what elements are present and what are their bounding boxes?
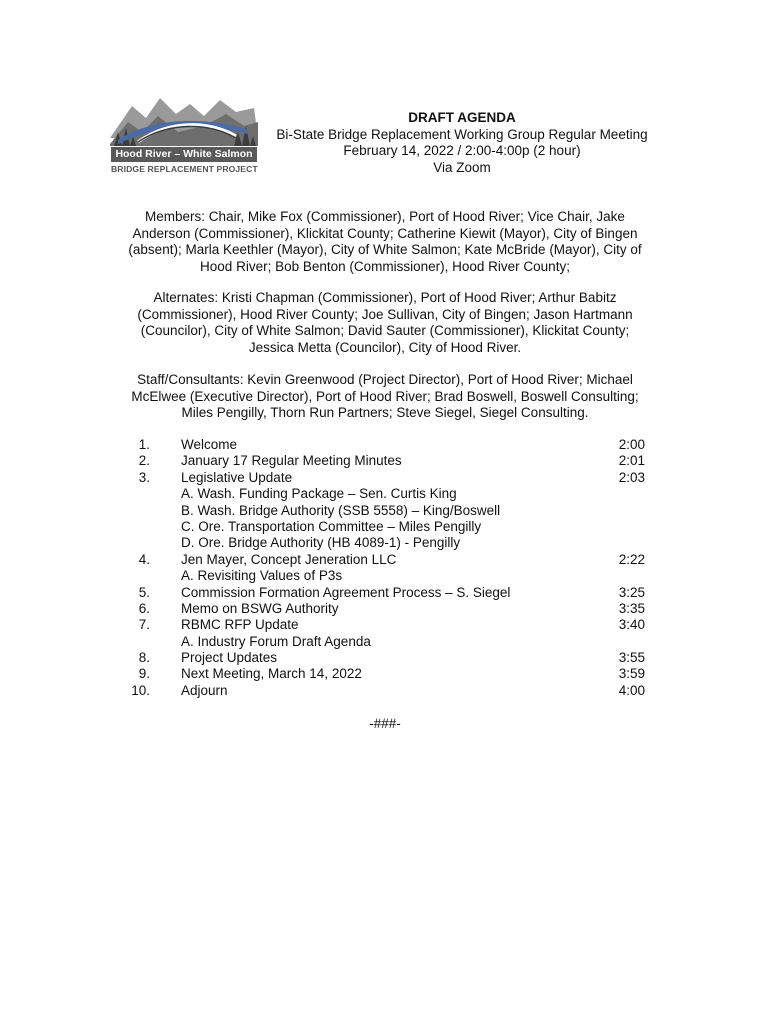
subitem-text: D. Ore. Bridge Authority (HB 4089-1) - Pengilly [181,535,461,551]
item-number: 10. [131,682,150,698]
item-time: 3:35 [618,600,645,616]
item-text: Legislative Update [181,469,293,485]
item-time: 4:00 [618,682,645,698]
alternates-paragraph [112,290,658,356]
item-number: 9. [138,666,150,682]
agenda-subitem [112,535,658,551]
members-line: (absent); Marla Keethler (Mayor), City of White Salmon; Kate McBride (Mayor), City of [128,242,642,257]
staff-line: Miles Pengilly, Thorn Run Partners; Steve Siegel, Siegel Consulting. [181,405,589,420]
agenda-subitem [112,634,658,650]
alternates-line: Alternates: Kristi Chapman (Commissioner), Port of Hood River; Arthur Babitz [153,290,617,305]
agenda-subitem [112,503,658,519]
item-text: Welcome [181,437,238,452]
item-text: Project Updates [181,650,278,666]
item-number: 8. [138,650,150,666]
item-number: 7. [138,617,150,633]
item-time: 2:22 [618,551,645,567]
item-number: 3. [138,469,150,485]
meeting-name: Bi-State Bridge Replacement Working Group Regular Meeting [276,126,648,142]
item-time: 2:03 [618,469,645,485]
agenda-header [268,110,656,176]
alternates-line: Jessica Metta (Councilor), City of Hood River. [248,339,522,355]
end-marker: -###- [369,716,401,731]
item-number: 6. [138,600,150,616]
members-line: Anderson (Commissioner), Klickitat County; Catherine Kiewit (Mayor), City of Bingen [132,225,638,241]
item-text: Adjourn [181,682,228,698]
agenda-item [112,666,658,682]
alternates-line: (Commissioner), Hood River County; Joe Sullivan, City of Bingen; Jason Hartmann [137,306,633,322]
item-text: Memo on BSWG Authority [181,600,339,616]
item-time: 3:55 [618,650,645,666]
item-text: Jen Mayer, Concept Jeneration LLC [181,551,397,567]
item-number: 1. [138,437,150,452]
agenda-item [112,453,658,469]
project-logo [108,92,260,180]
meeting-venue: Via Zoom [433,159,491,175]
agenda-item [112,683,658,699]
document-title: DRAFT AGENDA [408,110,516,125]
agenda-item [112,617,658,633]
subitem-text: A. Revisiting Values of P3s [181,568,343,584]
item-text: RBMC RFP Update [181,617,299,633]
agenda-list [112,437,658,699]
alternates-line: (Councilor), City of White Salmon; David Sauter (Commissioner), Klickitat County; [140,323,630,338]
agenda-item [112,650,658,666]
subitem-text: C. Ore. Transportation Committee – Miles Pengilly [181,518,482,534]
staff-line: McElwee (Executive Director), Port of Hood River; Brad Boswell, Boswell Consulting; [131,388,639,404]
agenda-item [112,470,658,486]
agenda-item [112,437,658,453]
staff-line: Staff/Consultants: Kevin Greenwood (Project Director), Port of Hood River; Michael [137,372,633,387]
logo-subtitle: BRIDGE REPLACEMENT PROJECT [111,164,258,174]
members-line: Members: Chair, Mike Fox (Commissioner), Port of Hood River; Vice Chair, Jake [145,209,625,224]
item-number: 2. [138,453,150,469]
item-time: 3:59 [618,666,645,682]
item-number: 4. [138,551,150,567]
item-text: Commission Formation Agreement Process – S. Siegel [181,584,511,600]
agenda-subitem [112,519,658,535]
item-time: 3:25 [618,584,645,600]
agenda-item [112,601,658,617]
members-line: Hood River; Bob Benton (Commissioner), Hood River County; [200,258,570,274]
subitem-text: A. Industry Forum Draft Agenda [181,633,371,649]
agenda-subitem [112,486,658,502]
staff-paragraph [112,372,658,422]
subitem-text: B. Wash. Bridge Authority (SSB 5558) – King/Boswell [181,502,501,518]
bridge-mountain-logo-graphic [108,92,260,150]
members-paragraph [112,209,658,275]
item-text: January 17 Regular Meeting Minutes [181,453,402,469]
agenda-item [112,585,658,601]
agenda-item [112,552,658,568]
item-text: Next Meeting, March 14, 2022 [181,666,362,682]
item-number: 5. [138,584,150,600]
subitem-text: A. Wash. Funding Package – Sen. Curtis King [181,486,457,502]
agenda-subitem [112,568,658,584]
item-time: 3:40 [618,617,645,633]
logo-banner-text: Hood River – White Salmon [111,147,257,162]
item-time: 2:00 [618,437,645,452]
meeting-date-time: February 14, 2022 / 2:00-4:00p (2 hour) [343,143,581,158]
item-time: 2:01 [618,453,645,469]
